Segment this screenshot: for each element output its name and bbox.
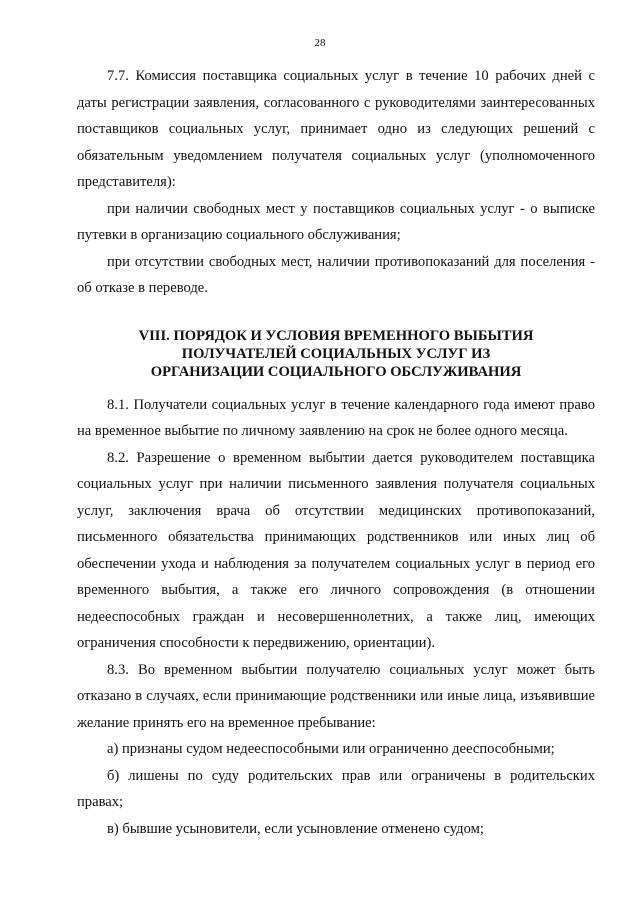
section-heading-line-3: ОРГАНИЗАЦИИ СОЦИАЛЬНОГО ОБСЛУЖИВАНИЯ <box>150 363 522 380</box>
paragraph-8-2: 8.2. Разрешение о временном выбытии дается руководителем поставщика социальных услуг при наличии письменного заявления получателя социальных услуг, заключения врача об отсутствии медицинских противопоказаний, письменного обязательства принимающих родственников или иных лиц об обеспечении ухода и наблюдения за получателем социальных услуг в период его временного выбытия, а также его личного сопровождения (в отношении недееспособных граждан и несовершеннолетних, а также лиц, имеющих ограничения способности к передвижению, ориентации). <box>77 449 595 651</box>
section-heading <box>77 327 595 381</box>
paragraph-8-3: 8.3. Во временном выбытии получателю социальных услуг может быть отказано в случаях, если принимающие родственники или иные лица, изъявившие желание принять его на временное пребывание: <box>77 661 595 731</box>
page-number: 28 <box>314 37 326 49</box>
section-heading-line-2: ПОЛУЧАТЕЛЕЙ СОЦИАЛЬНЫХ УСЛУГ ИЗ <box>181 345 491 362</box>
paragraph-7-7-option-no-places: при отсутствии свободных мест, наличии противопоказаний для поселения - об отказе в переводе. <box>77 253 595 296</box>
paragraph-7-7-option-free-places: при наличии свободных мест у поставщиков социальных услуг - о выписке путевки в организацию социального обслуживания; <box>77 200 595 243</box>
list-item-v: в) бывшие усыновители, если усыновление отменено судом; <box>107 820 484 837</box>
document-body <box>77 63 595 842</box>
list-item-a: а) признаны судом недееспособными или ограниченно дееспособными; <box>107 741 555 757</box>
paragraph-7-7: 7.7. Комиссия поставщика социальных услуг в течение 10 рабочих дней с даты регистрации заявления, согласованного с руководителями заинтересованных поставщиков социальных услуг, принимает одно из следующих решений с обязательным уведомлением получателя социальных услуг (уполномоченного представителя): <box>77 68 595 190</box>
paragraph-8-1: 8.1. Получатели социальных услуг в течение календарного года имеют право на временное выбытие по личному заявлению на срок не более одного месяца. <box>77 396 595 439</box>
list-item-b: б) лишены по суду родительских прав или ограничены в родительских правах; <box>77 767 595 810</box>
section-heading-line-1: VIII. ПОРЯДОК И УСЛОВИЯ ВРЕМЕННОГО ВЫБЫТИЯ <box>138 327 534 344</box>
